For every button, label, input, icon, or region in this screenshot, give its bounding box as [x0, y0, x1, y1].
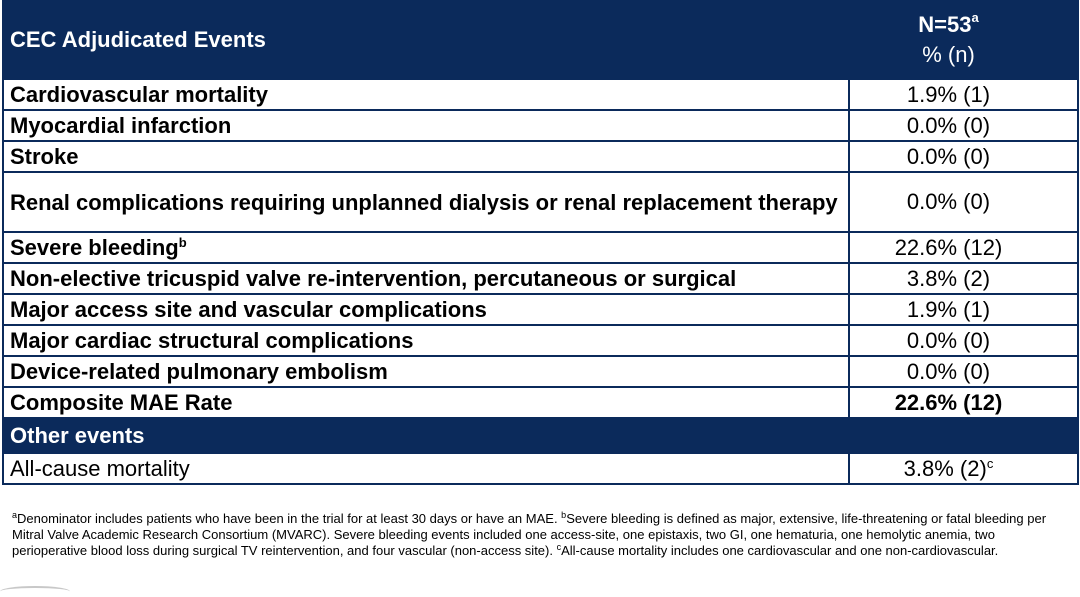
header-n-cell	[849, 1, 1078, 79]
section-header-row	[3, 418, 1078, 453]
row-label: Renal complications requiring unplanned dialysis or renal replacement therapy	[3, 172, 849, 232]
row-footnote-mark: c	[986, 455, 994, 471]
table-row	[3, 232, 1078, 263]
composite-row	[3, 387, 1078, 418]
table-row	[3, 263, 1078, 294]
footnote-b-text: Severe bleeding is defined as major, extensive, life-threatening or fatal bleeding per Mitral Valve Academic Research Consortium (MVARC). Severe bleeding events included one access-site, one epistaxis, two GI, one hematuria, one hemolytic anemia, two perioperative blood loss during surgical TV reintervention, and four vascular (non-access site).	[12, 511, 1047, 558]
table-row	[3, 141, 1078, 172]
composite-label: Composite MAE Rate	[3, 387, 849, 418]
events-table	[2, 0, 1079, 485]
footnotes	[12, 511, 1072, 559]
footnote-mark-c: c	[556, 542, 562, 552]
footnote-a-text: Denominator includes patients who have been in the trial for at least 30 days or have an MAE.	[17, 511, 562, 526]
row-label: Myocardial infarction	[3, 110, 849, 141]
header-unit-label: % (n)	[922, 42, 975, 67]
row-value: 0.0% (0)	[849, 325, 1078, 356]
row-label: Major cardiac structural complications	[3, 325, 849, 356]
decorative-curve	[0, 586, 70, 597]
row-value: 3.8% (2)	[849, 263, 1078, 294]
row-label: All-cause mortality	[3, 453, 849, 484]
row-value: 22.6% (12)	[849, 232, 1078, 263]
row-value: 0.0% (0)	[849, 356, 1078, 387]
footnote-mark-b: b	[561, 510, 567, 520]
table-row	[3, 453, 1078, 484]
row-label-cell	[3, 232, 849, 263]
row-label: Major access site and vascular complications	[3, 294, 849, 325]
table-header-row	[3, 1, 1078, 79]
header-n-footnote-mark: a	[971, 10, 979, 25]
row-value-cell	[849, 453, 1078, 484]
row-value: 0.0% (0)	[849, 110, 1078, 141]
footnote-mark-a: a	[12, 510, 18, 520]
row-label: Stroke	[3, 141, 849, 172]
table-row	[3, 294, 1078, 325]
row-footnote-mark: b	[178, 234, 187, 250]
table-row	[3, 110, 1078, 141]
table-row	[3, 172, 1078, 232]
row-value: 3.8% (2)	[903, 455, 987, 481]
composite-value: 22.6% (12)	[849, 387, 1078, 418]
row-value: 0.0% (0)	[849, 141, 1078, 172]
footnote-c-text: All-cause mortality includes one cardiovascular and one non-cardiovascular.	[561, 543, 999, 558]
header-n-label: N=53	[918, 12, 972, 37]
row-value: 1.9% (1)	[849, 294, 1078, 325]
row-value: 1.9% (1)	[849, 79, 1078, 110]
section-title: Other events	[3, 418, 1078, 453]
row-label: Device-related pulmonary embolism	[3, 356, 849, 387]
row-label: Non-elective tricuspid valve re-intervention, percutaneous or surgical	[3, 263, 849, 294]
row-value: 0.0% (0)	[849, 172, 1078, 232]
row-label: Cardiovascular mortality	[3, 79, 849, 110]
table-row	[3, 79, 1078, 110]
row-label: Severe bleeding	[10, 234, 179, 260]
header-title: CEC Adjudicated Events	[3, 1, 849, 79]
header-n	[850, 10, 1047, 40]
table-row	[3, 325, 1078, 356]
table-row	[3, 356, 1078, 387]
